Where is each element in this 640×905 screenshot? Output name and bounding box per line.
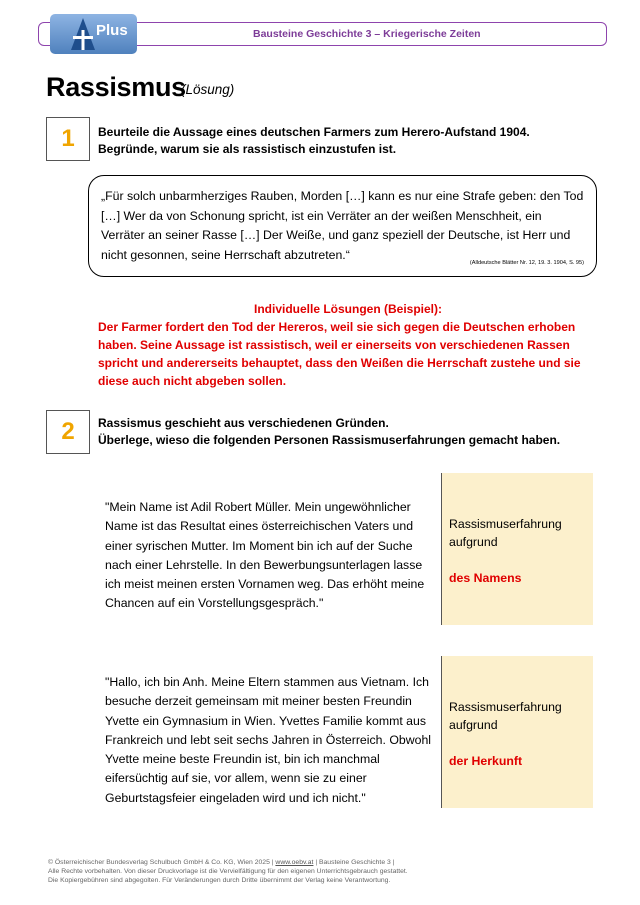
page-title: Rassismus xyxy=(46,72,186,102)
footer-copyright: © Österreichischer Bundesverlag Schulbuch GmbH & Co. KG, Wien 2025 | xyxy=(48,859,276,866)
solution-text: Der Farmer fordert den Tod der Hereros, weil sie sich gegen die Deutschen erhoben haben. Seine Aussage ist rassistisch, weil er einerseits von verschiedenen Rassen spricht und andererseits behauptet, dass den Weißen die Herrschaft zustehe und sie diese auch nicht abgeben sollen. xyxy=(98,320,581,388)
answer-box-2 xyxy=(441,656,593,808)
answer-value-1: des Namens xyxy=(449,571,522,585)
answer-label-1: Rassismuserfahrung aufgrund xyxy=(449,517,562,549)
logo-text: Plus xyxy=(96,22,128,39)
footer-line-1 xyxy=(48,858,608,867)
solution-block xyxy=(98,300,598,390)
answer-box-1 xyxy=(441,473,593,625)
footer-line-3: Die Kopiergebühren sind abgegolten. Für Veränderungen durch Dritte übernimmt der Verlag keine Verantwortung. xyxy=(48,877,391,884)
solution-heading: Individuelle Lösungen (Beispiel): xyxy=(253,302,442,316)
triangle-logo-icon xyxy=(70,16,96,52)
task2-line-2: Überlege, wieso die folgenden Personen Rassismuserfahrungen gemacht haben. xyxy=(98,433,561,447)
person-quote-anh: "Hallo, ich bin Anh. Meine Eltern stammen aus Vietnam. Ich besuche derzeit gemeinsam mit meiner besten Freundin Yvette ein Gymnasium in Wien. Yvettes Familie kommt aus Frankreich und lebt seit sechs Jahren in Österreich. Obwohl Yvette meine beste Freundin ist, bin ich manchmal eifersüchtig auf sie, vor allem, wenn sie zu einer Geburtstagsfeier eingeladen wird und ich nicht." xyxy=(105,675,432,805)
header-title: Bausteine Geschichte 3 – Kriegerische Zeiten xyxy=(253,28,481,40)
answer-label-2: Rassismuserfahrung aufgrund xyxy=(449,700,562,732)
footer xyxy=(48,858,608,885)
farmer-quote: „Für solch unbarmherziges Rauben, Morden […] kann es nur eine Strafe geben: den Tod […] Wer da von Schonung spricht, ist ein Verräter an der weißen Menschheit, ein Verräter an seiner Rasse […] Der Weiße, und ganz speziell der Deutsche, ist Herr und nicht gesonnen, seine Herrschaft abzutreten.“ xyxy=(101,189,584,262)
quote-source: (Alldeutsche Blätter Nr. 12, 19. 3. 1904, S. 95) xyxy=(469,260,584,266)
task-number-1: 1 xyxy=(46,117,90,161)
task2-instructions xyxy=(98,415,598,449)
answer-value-2: der Herkunft xyxy=(449,754,523,768)
task-number-2: 2 xyxy=(46,410,90,454)
task1-line-1: Beurteile die Aussage eines deutschen Farmers zum Herero-Aufstand 1904. xyxy=(98,125,530,139)
footer-line-2: Alle Rechte vorbehalten. Von dieser Druckvorlage ist die Vervielfältigung für den eigenen Unterrichtsgebrauch gestattet. xyxy=(48,868,408,875)
page-subtitle: (Lösung) xyxy=(181,82,235,97)
plus-logo xyxy=(50,14,137,54)
task1-line-2: Begründe, warum sie als rassistisch einzustufen ist. xyxy=(98,142,397,156)
task2-line-1: Rassismus geschieht aus verschiedenen Gründen. xyxy=(98,416,389,430)
task1-instructions xyxy=(98,124,598,158)
quote-box xyxy=(88,175,597,277)
footer-link-oebv[interactable]: www.oebv.at xyxy=(275,859,314,866)
footer-series: | Bausteine Geschichte 3 | xyxy=(313,859,395,866)
person-quote-adil: "Mein Name ist Adil Robert Müller. Mein ungewöhnlicher Name ist das Resultat eines österreichischen Vaters und einer syrischen Mutter. Im Moment bin ich auf der Suche nach einer Lehrstelle. In den Bewerbungsunterlagen lasse ich meist meinen ersten Vornamen weg. Das erhöht meine Chancen auf ein Vorstellungsgespräch." xyxy=(105,500,425,611)
